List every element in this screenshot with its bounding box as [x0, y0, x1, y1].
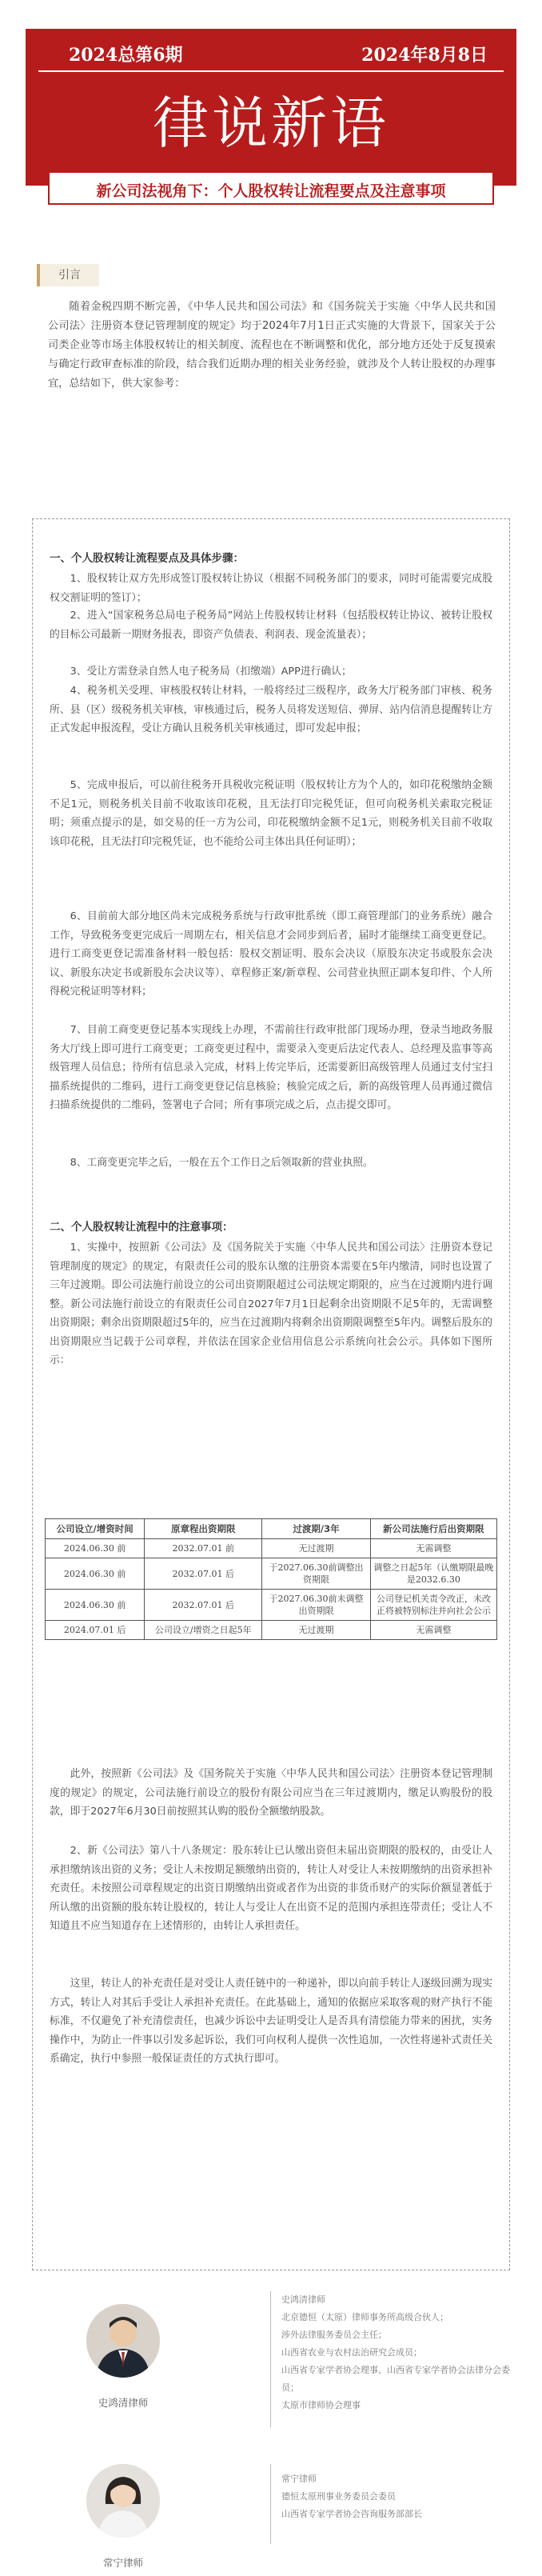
bio-line: 山西省专家学者协会理事、山西省专家学者协会法律分会委员； — [281, 2365, 510, 2393]
table-cell: 无过渡期 — [262, 1621, 371, 1640]
bio-line: 常宁律师 — [281, 2474, 317, 2484]
table-cell: 2024.06.30 前 — [46, 1539, 145, 1558]
table-header: 过渡期/3年 — [262, 1519, 371, 1539]
bio-line: 太原市律师协会理事 — [281, 2400, 361, 2410]
step-6: 6、目前前大部分地区尚未完成税务系统与行政审批系统（即工商管理部门的业务系统）融合工作，导致税务变更完成后一周期左右，相关信息才会同步到后者，届时才能继续工商变更登记。进行工商变更登记需准备材料一般包括：股权交割证明、股东会决议（原股东决定书或股东会决议、新股东决定书或新股东会决议等）、章程修正案/新章程、公司营业执照正副本复印件、个人所得税完税证明等材料； — [50, 910, 492, 998]
step-4: 4、税务机关受理、审核股权转让材料，一般将经过三级程序，政务大厅税务部门审核、税务所、县（区）级税务机关审核，审核通过后，税务人员将发送短信、弹屏、站内信消息提醒转让方正式发起申报流程，受让方确认且税务机关审核通过，即可发起申报； — [50, 685, 492, 734]
bio-line: 史鸿清律师 — [281, 2294, 325, 2305]
bio-line: 德恒太原刑事业务委员会委员 — [281, 2491, 396, 2502]
table-cell: 2024.06.30 前 — [46, 1590, 145, 1621]
table-cell: 2024.06.30 前 — [46, 1558, 145, 1590]
profile-divider — [270, 2464, 271, 2544]
newsletter-title: 律说新语 — [153, 90, 389, 156]
note-1: 1、实操中，按照新《公司法》及《国务院关于实施〈中华人民共和国公司法〉注册资本登记管理制度的规定》的规定，有限责任公司的股东认缴的注册资本需要在5年内缴清，同时也设置了三年过渡期。即公司法施行前设立的公司出资期限超过公司法规定期限的，应当在过渡期内进行调整。新公司法施行前设立的有限责任公司自2027年7月1日起剩余出资期限不足5年的，无需调整出资期限；剩余出资期限超过5年的，应当在过渡期内将剩余出资期限调整至5年内。调整后股东的出资期限应当记载于公司章程，并依法在国家企业信用信息公示系统向社会公示。具体如下图所示： — [50, 1242, 492, 1366]
table-header-row — [46, 1519, 497, 1539]
step-8: 8、工商变更完毕之后，一般在五个工作日之后领取新的营业执照。 — [70, 1157, 373, 1169]
table-header: 原章程出资期限 — [145, 1519, 262, 1539]
banner-top-row — [26, 37, 516, 69]
table-cell: 公司登记机关责令改正，未改正将被特别标注并向社会公示 — [370, 1590, 496, 1621]
note-2: 2、新《公司法》第八十八条规定：股东转让已认缴出资但未届出资期限的股权的，由受让人承担缴纳该出资的义务；受让人未按期足额缴纳出资的，转让人对受让人未按期缴纳的出资承担补充责任。未按照公司章程规定的出资日期缴纳出资或者作为出资的非货币财产的实际价额显著低于所认缴的出资额的股东转让股权的，转让人与受让人在出资不足的范围内承担连带责任；受让人不知道且不应当知道存在上述情形的，由转让人承担责任。 — [50, 1845, 492, 1932]
table-cell: 2032.07.01 后 — [145, 1558, 262, 1590]
table-row — [46, 1621, 497, 1640]
header-banner — [0, 0, 542, 219]
section2-title: 二、个人股权转让流程中的注意事项： — [50, 1221, 233, 1234]
lawyer-name: 常宁律师 — [102, 2557, 143, 2569]
table-cell: 2024.07.01 后 — [46, 1621, 145, 1640]
table-cell: 2032.07.01 前 — [145, 1539, 262, 1558]
table-cell: 于2027.06.30前未调整出资期限 — [262, 1590, 371, 1621]
table-cell: 于2027.06.30前调整出资期限 — [262, 1558, 371, 1590]
table-cell: 无需调整 — [370, 1621, 496, 1640]
table-cell: 2032.07.01 后 — [145, 1590, 262, 1621]
intro-tag: 引言 — [37, 264, 99, 286]
note-1-supplement: 此外，按照新《公司法》及《国务院关于实施〈中华人民共和国公司法〉注册资本登记管理制度的规定》的规定，公司法施行前设立的股份有限公司应当在三年过渡期内，缴足认购股份的股款，即于2027年6月30日前按照其认购的股份全额缴纳股款。 — [50, 1768, 492, 1818]
table-cell: 无过渡期 — [262, 1539, 371, 1558]
table-header: 公司设立/增资时间 — [46, 1519, 145, 1539]
table-row — [46, 1590, 497, 1621]
step-7: 7、目前工商变更登记基本实现线上办理，不需前往行政审批部门现场办理，登录当地政务服务大厅线上即可进行工商变更；工商变更过程中，需要录入变更后法定代表人、总经理及监事等高级管理人员信息；待所有信息录入完成，材料上传完毕后，还需要新旧高级管理人员通过支付宝扫描系统提供的二维码，进行工商变更登记信息核验；核验完成之后，新的高级管理人员再通过微信扫描系统提供的二维码，签署电子合同；所有事项完成之后，点击提交即可。 — [50, 1024, 492, 1111]
deadline-table — [45, 1518, 497, 1640]
bio-line: 山西省专家学者协会咨询服务部部长 — [281, 2509, 422, 2519]
bio-line: 涉外法律服务委员会主任； — [281, 2330, 387, 2340]
lawyer-bio — [281, 2291, 521, 2414]
table-cell: 无需调整 — [370, 1539, 496, 1558]
table-row — [46, 1539, 497, 1558]
banner-divider — [38, 70, 504, 72]
person-icon — [86, 2464, 160, 2538]
avatar-chang — [86, 2464, 160, 2538]
person-icon — [86, 2304, 160, 2378]
intro-paragraph: 随着金税四期不断完善，《中华人民共和国公司法》和《国务院关于实施〈中华人民共和国公司法〉注册资本登记管理制度的规定》均于2024年7月1日正式实施的大背景下，国家关于公司类企业等市场主体股权转让的相关制度、流程也在不断调整和优化，部分地方还处于反复摸索与确定行政审查标准的阶段，结合我们近期办理的相关业务经验，就涉及个人转让股权的办理事宜，总结如下，供大家参考： — [48, 301, 496, 390]
table-cell: 公司设立/增资之日起5年 — [145, 1621, 262, 1640]
table-header: 新公司法施行后出资期限 — [370, 1519, 496, 1539]
avatar-shi — [86, 2304, 160, 2378]
step-2: 2、进入“国家税务总局电子税务局”网站上传股权转让材料（包括股权转让协议、被转让股权的目标公司最新一期财务报表，即资产负债表、利润表、现金流量表）； — [50, 610, 492, 641]
table-row — [46, 1558, 497, 1590]
lawyer-bio — [281, 2470, 521, 2523]
issue-number: 2024总第6期 — [69, 45, 183, 66]
article-subtitle: 新公司法视角下：个人股权转让流程要点及注意事项 — [96, 182, 446, 200]
note-2-explanation: 这里，转让人的补充责任是对受让人责任链中的一种递补，即以向前手转让人逐级回溯为现实方式，转让人对其后手受让人承担补充责任。在此基础上，通知的依据应采取客观的财产执行不能标准，不仅避免了补充清偿责任，也减少诉讼中去证明受让人是否具有清偿能力带来的困扰，实务操作中，为防止一件事以引发多起诉讼，我们可向权利人提供一次性追加，一次性将递补式责任关系确定，执行中参照一般保证责任的方式执行即可。 — [50, 1978, 492, 2065]
step-5: 5、完成申报后，可以前往税务开具税收完税证明（股权转让方为个人的，如印花税缴纳金额不足1元，则税务机关目前不收取该印花税，且无法打印完税凭证，但可向税务机关索取完税证明；须重点提示的是，如交易的任一方为公司，印花税缴纳金额不足1元，则税务机关目前不收取该印花税，且无法打印完税凭证，也不能给公司主体出具任何证明）； — [50, 779, 492, 848]
step-3: 3、受让方需登录自然人电子税务局（扣缴端）APP进行确认； — [70, 666, 352, 678]
step-1: 1、股权转让双方先形成签订股权转让协议（根据不同税务部门的要求，同时可能需要完成股权交割证明的签订）； — [50, 573, 492, 604]
profile-divider — [270, 2291, 271, 2427]
bio-line: 山西省农业与农村法治研究会成员； — [281, 2347, 422, 2358]
section1-title: 一、个人股权转让流程要点及具体步骤： — [50, 552, 244, 565]
issue-date: 2024年8月8日 — [361, 45, 488, 66]
table-cell: 调整之日起5年（认缴期限最晚是2032.6.30 — [370, 1558, 496, 1590]
bio-line: 北京德恒（太原）律师事务所高级合伙人； — [281, 2312, 448, 2322]
lawyer-name: 史鸿清律师 — [98, 2397, 149, 2409]
subtitle-box — [48, 171, 494, 205]
